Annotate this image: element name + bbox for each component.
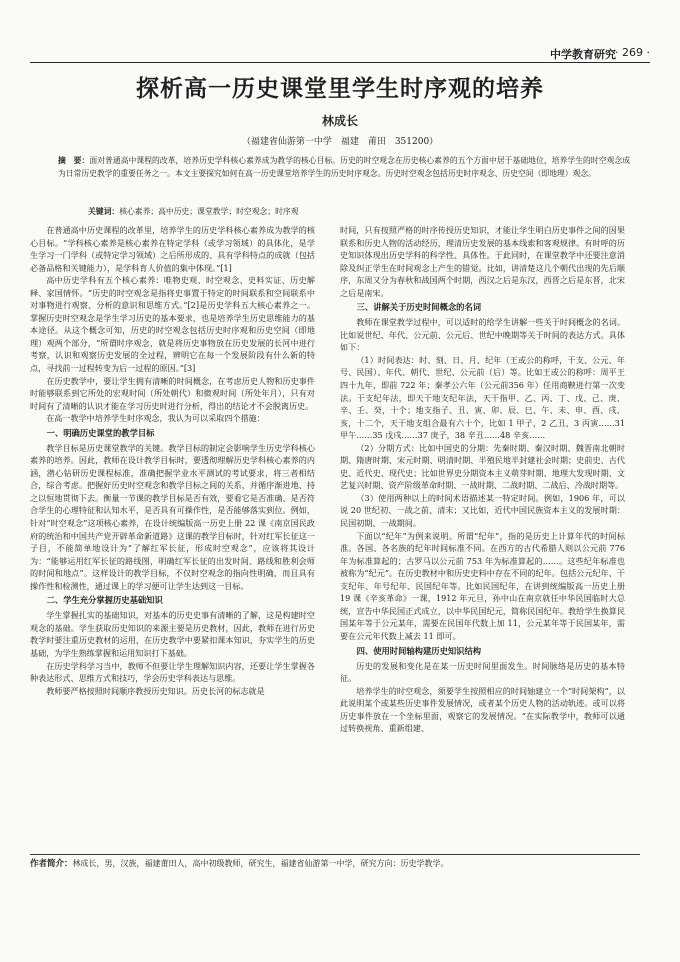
paragraph: 高中历史学科有五个核心素养：唯物史观、时空观念、史料实证、历史解释、家国情怀。“历史的时空观念是指将史事置于特定的时间联系和空间联系中对事物进行观察、分析的意识和思维方式。”[2]是历史学科五大核心素养之一。掌握历史时空观念是学生学习历史的基本要求，也是培养学生历史思维能力的基本途径。从这个概念可知，历史的时空观念包括历史时序观和历史空间（即地理）观两个部分，“所谓时序观念，就是将历史事物放在历史发展的长河中进行考察，认识和观察历史发展的全过程，辨明它在每一个发展阶段有什么新的特点，寻找前一过程转变为后一过程的原因。”[3] [30, 275, 315, 374]
keywords-text: 核心素养；高中历史；课堂教学；时空观念；时序观 [119, 207, 299, 216]
section-heading-2: 二、学生充分掌握历史基础知识 [46, 595, 163, 606]
abstract-label: 摘 要： [58, 156, 90, 165]
section-heading-4: 四、使用时间轴构建历史知识结构 [356, 645, 482, 656]
abstract-text: 面对普通高中课程的改革，培养历史学科核心素养成为教学的核心目标。历史的时空观念在历史核心素养的五个方面中居于基础地位，培养学生的时空观念成为日常历史教学的重要任务之一。本文主要探究如何在高一历史课堂培养学生的历史时序观念。历史时空观念包括历史时序观念、历史空间（即地理）观念。 [58, 156, 631, 178]
section-heading-1: 一、明确历史课堂的教学目标 [46, 427, 155, 438]
left-column [30, 224, 315, 697]
paragraph: 在高一教学中培养学生时序观念，我认为可以采取四个措施： [46, 413, 265, 424]
article-title: 探析高一历史课堂里学生时序观的培养 [136, 76, 544, 102]
paragraph: 在历史教学中，要让学生拥有清晰的时间概念，在考虑历史人物和历史事件时能够联系到它所处的宏观时间（所处朝代）和微观时间（所处年月），只有对时间有了清晰的认识才能在学习历史时进行分析，得出的结论才不会脱离历史。 [30, 375, 315, 411]
footnote-label: 作者简介： [30, 859, 73, 869]
author-bio-footnote [30, 858, 640, 870]
paragraph: 培养学生的时空观念，须要学生按照相应的时间轴建立一个“时间架构”，以此说明某个或某些历史事件发展情况，或者某个历史人物的活动轨迹。或可以将历史事件放在一个坐标里面，观察它的发展情况。“在实际教学中，教师可以通过转换视角、重新组建、 [340, 685, 625, 734]
article-author: 林成长 [321, 114, 358, 128]
abstract [58, 154, 630, 180]
paragraph: 教学目标是历史课堂教学的关键。教学目标的制定会影响学生历史学科核心素养的培养。因此，教师在设计教学目标时，要透彻理解历史学科核心素养的内涵，潜心钻研历史课程标准，准确把握学业水平测试的考试要求，将三者相结合，综合考虑。把握好历史时空观念和教学目标之间的关系，并循序渐进地、持之以恒地贯彻下去。衡量一节课的教学目标是否有效，要看它是否准确、是否符合学生的心理特征和认知水平，是否具有可操作性，是否能够落实到位。例如，针对“时空观念”这项核心素养，在设计统编版高一历史上册 22 课《南京国民政府的统治和中国共产党开辟革命新道路》这课的教学目标时，针对红军长征这一子目，不能简单地设计为“了解红军长征，形成时空观念”，应该将其设计为：“能够运用红军长征的路线图，明确红军长征的出发时间、路线和胜利会师的时间和地点”。这样设计的教学目标，不仅时空观念的指向性明确，而且具有操作性和检测性，通过课上的学习便可让学生达到这一目标。 [30, 442, 315, 591]
running-header [30, 40, 650, 63]
keywords [88, 206, 608, 218]
section-heading-3: 三、讲解关于历史时间概念的名词 [356, 302, 482, 313]
author-affiliation: （福建省仙游第一中学 福建 莆田 351200） [241, 137, 439, 147]
paragraph: （2）分期方式：比如中国史的分期：先秦时期、秦汉时期、魏晋南北朝时期、隋唐时期、宋元时期、明清时期、半殖民地半封建社会时期；史前史、古代史、近代史、现代史；比如世界史分期资本主义萌芽时期、地理大发现时期、文艺复兴时期、资产阶级革命时期、一战时期、二战时期、二战后、冷战时期等。 [340, 442, 625, 491]
paragraph: 学生掌握扎实的基础知识，对基本的历史史事有清晰的了解，这是构建时空观念的基础。学生获取历史知识的来源主要是历史教材，因此，教师在进行历史教学时要注重历史教材的运用，在历史教学中要紧扣课本知识，夯实学生的历史基础，为学生熟练掌握和运用知识打下基础。 [30, 610, 315, 658]
paragraph: 在普通高中历史课程的改革里，培养学生的历史学科核心素养成为教学的核心目标。“学科核心素养是核心素养在特定学科（或学习领域）的具体化，是学生学习一门学科（或特定学习领域）之后所形成的、具有学科特点的成就（包括必备品格和关键能力），是学科育人价值的集中体现。”[1] [30, 225, 315, 273]
paragraph: （3）使用两种以上的时间术语描述某一特定时间。例如，1906 年，可以说 20 世纪初、一战之前、清末；又比如，近代中国民族资本主义的发展时期：民国初期、一战期间。 [340, 492, 625, 529]
paragraph: 时间，只有按照严格的时序传授历史知识，才能让学生明白历史事件之间的因果联系和历史人物的活动经历，理清历史发展的基本线索和客观规律。有时呼的历史知识体现出历史学科的科学性、具体性。于此同时，在课堂教学中还要注意消除及纠正学生在时间观念上产生的错觉。比如，讲清楚这几个朝代出现的先后顺序，东周又分为春秋和战国两个时期，西汉之后是东汉，西晋之后是东晋，北宋之后是南宋。 [340, 225, 625, 298]
paragraph: 教师要严格按照时间顺序教授历史知识。历史长河的标志就是 [46, 685, 265, 696]
paragraph: 历史的发展和变化是在某一历史时间里面发生。时间脉络是历史的基本特征。 [340, 660, 625, 684]
right-column [340, 224, 625, 735]
keywords-label: 关键词： [88, 207, 120, 216]
footnote-divider [30, 854, 640, 855]
paragraph: （1）时间表达：时、刻、日、月、纪年（王或公的称呼，干支、公元、年号、民国）、年代、朝代、世纪、公元前（后）等。比如王或公的称呼：周平王四十九年，即前 722 年；秦孝公六年（公元前356 年）任用商鞅进行第一次变法。干支纪年法，即天干地支纪年法，天干指甲、乙、丙、丁、戊、己、庚、辛、壬、癸，十个；地支指子、丑、寅、卯、辰、巳、午、未、申、酉、戌、亥，十二个，天干地支组合最有六十个，比如 1 甲子，2 乙丑，3 丙寅……31 甲午……35 戊戌……37 庚子，38 辛丑……48 辛亥…… [340, 354, 625, 441]
paragraph: 教师在课堂教学过程中，可以适时的给学生讲解一些关于时间概念的名词。比如说世纪、年代、公元前、公元后、世纪中晚期等关于时间的表达方式。具体如下： [340, 317, 625, 353]
page-number: · 269 · [615, 46, 650, 59]
paragraph: 在历史学科学习当中，教师不但要让学生理解知识内容，还要让学生掌握各种表达形式、思维方式和技巧，学会历史学科表达与思维。 [30, 660, 315, 684]
paragraph: 下面以“纪年”为例来说明。所谓“纪年”，指的是历史上计算年代的时间标准。各国、各名族的纪年时间标准不同。在西方的古代希腊人则以公元前 776 年为标准算起的；古罗马以公元前 753 年为标准算起的……。这些纪年标准也被称为“纪元”。在历史教材中和历史史料中存在不同的纪年。包括公元纪年、干支纪年、年号纪年、民国纪年等。比如民国纪年，在讲到统编版高一历史上册 19 课《辛亥革命》一课，1912 年元旦，孙中山在南京就任中华民国临时大总统，宣告中华民国正式成立，以中华民国纪元，简称民国纪年。教给学生换算民国某年等于公元某年，需要在民国年代数上加 11，公元某年等于民国某年，需要在公元年代数上减去 11 即可。 [340, 530, 625, 641]
journal-name: 中学教育研究 [550, 48, 616, 61]
footnote-text: 林成长，男，汉族，福建莆田人，高中初级教师，研究生，福建省仙游第一中学，研究方向：历史学教学。 [72, 859, 449, 868]
